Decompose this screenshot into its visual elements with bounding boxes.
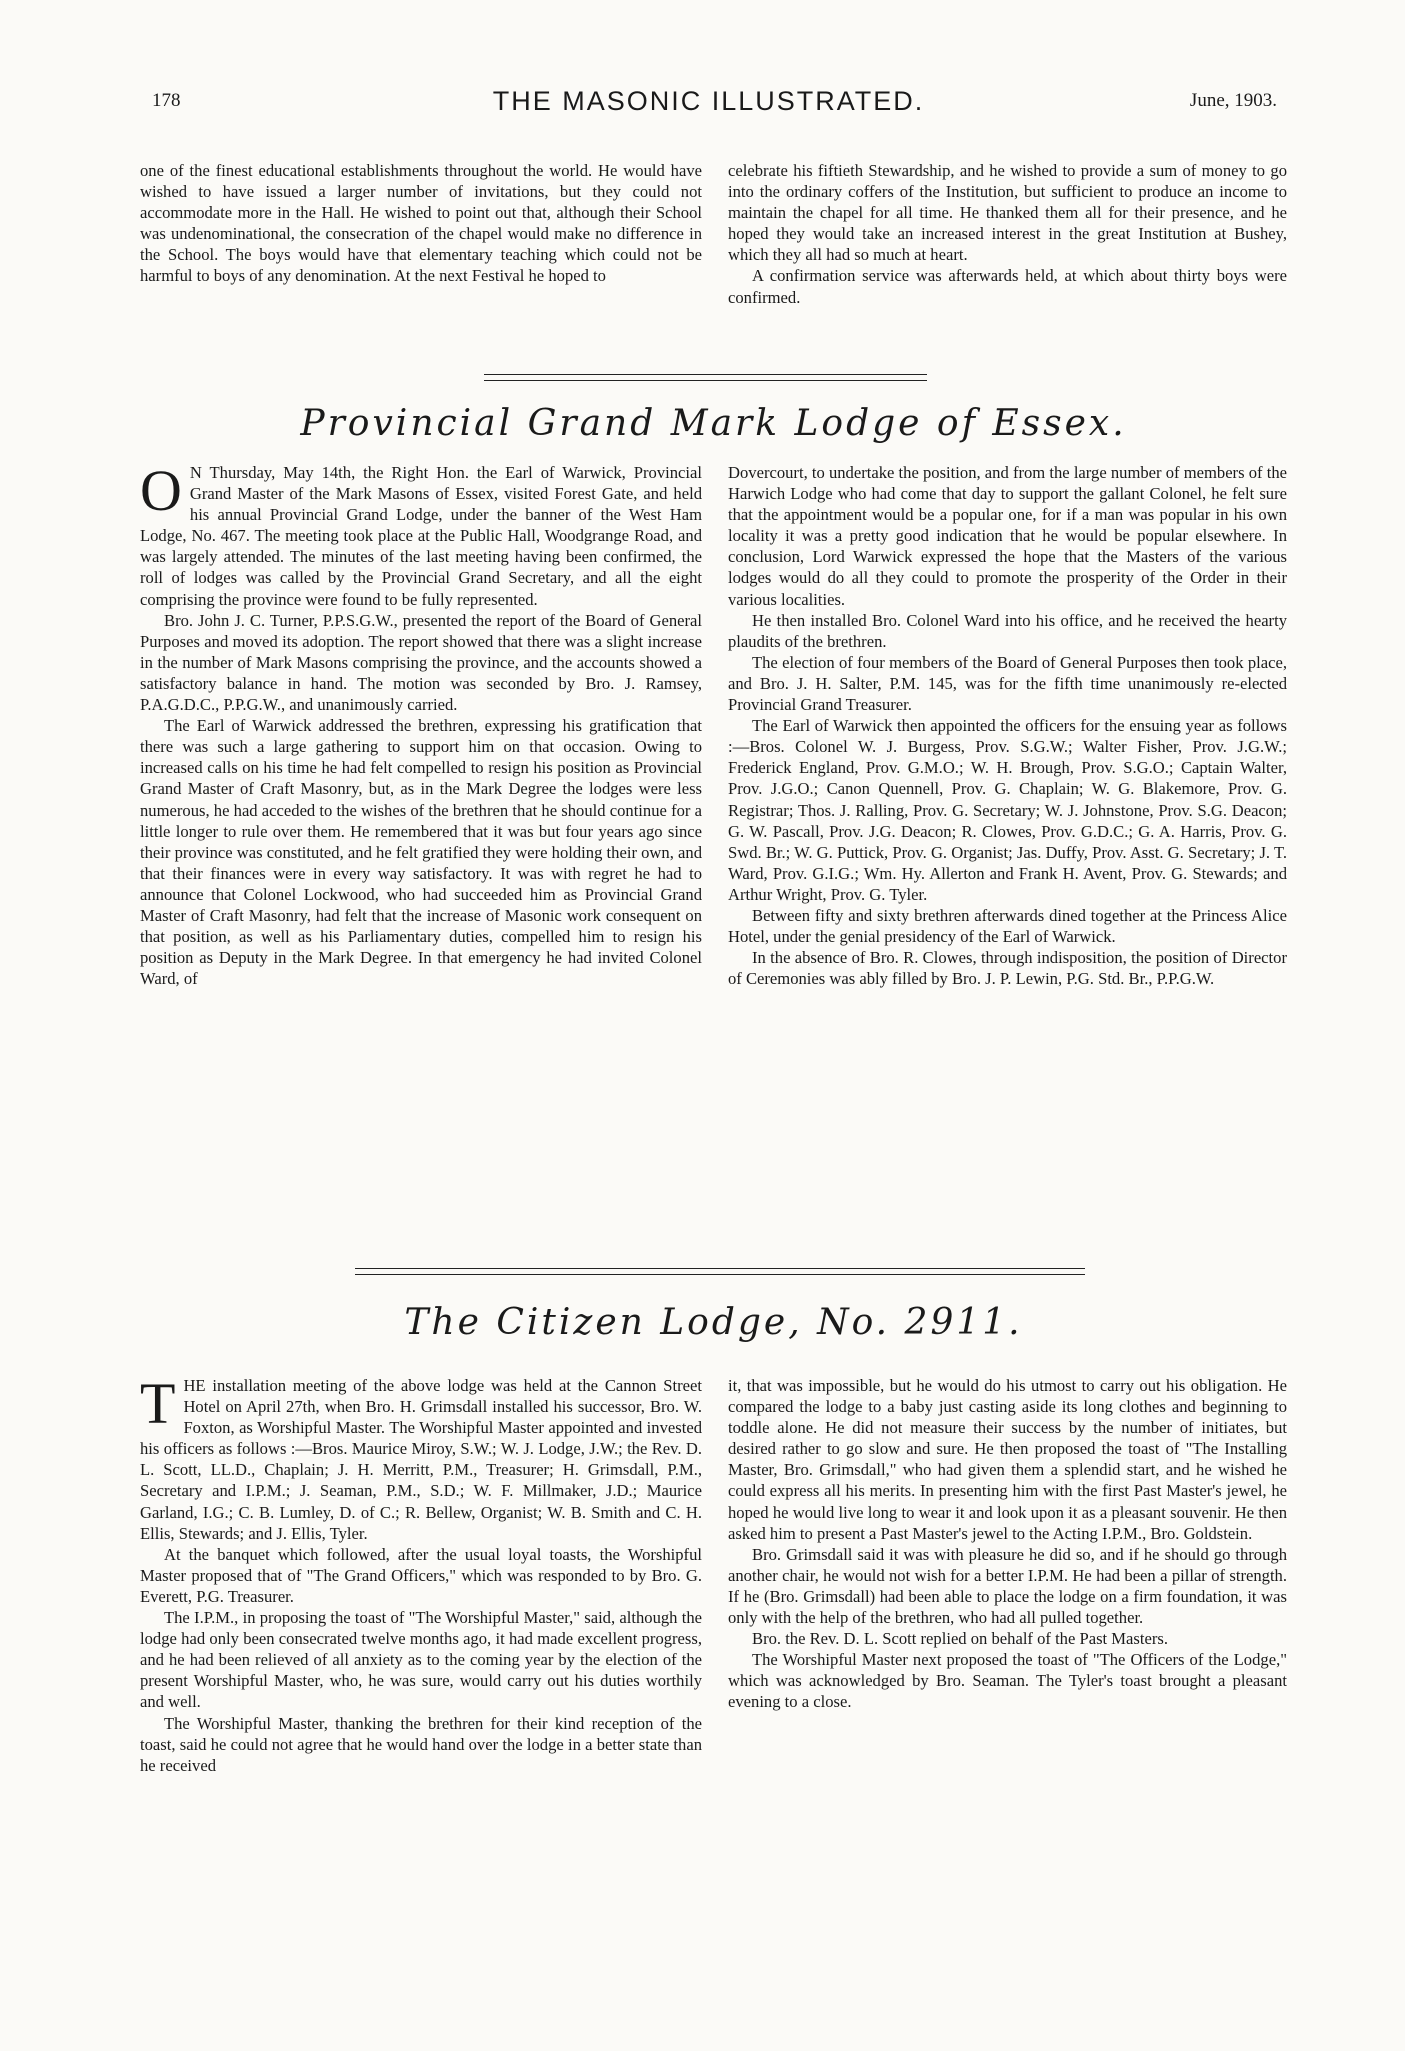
first-paragraph [140, 458, 702, 610]
essex-right-column [728, 462, 1287, 989]
paragraph-text: HE installation meeting of the above lodge was held at the Cannon Street Hotel on April 27th, when Bro. H. Grimsdall installed his successor, Bro. W. Foxton, as Worshipful Master. The Worshipful Master appointed and invested his officers as follows :—Bros. Maurice Miroy, S.W.; W. J. Lodge, J.W.; the Rev. D. L. Scott, LL.D., Chaplain; J. H. Merritt, P.M., Treasurer; H. Grimsdall, P.M., Secretary and I.P.M.; J. Seaman, P.M., S.D.; W. F. Millmaker, J.D.; Maurice Garland, I.G.; C. B. Lumley, D. of C.; R. Bellew, Organist; W. B. Smith and C. H. Ellis, Stewards; and J. Ellis, Tyler. [140, 1376, 702, 1543]
issue-date: June, 1903. [1189, 90, 1277, 111]
paragraph: In the absence of Bro. R. Clowes, through indisposition, the position of Director of Ceremonies was ably filled by Bro. J. P. Lewin, P.G. Std. Br., P.P.G.W. [728, 948, 1287, 989]
paragraph: it, that was impossible, but he would do his utmost to carry out his obligation. He compared the lodge to a baby just casting aside its long clothes and beginning to toddle alone. He did not measure their success by the number of initiates, but desired rather to go slow and sure. He then proposed the toast of "The Installing Master, Bro. Grimsdall," who had given them a splendid start, and he wished he could express all his merits. In presenting him with the first Past Master's jewel, he hoped he would live long to wear it and look upon it as a pleasant souvenir. He then asked him to present a Past Master's jewel to the Acting I.P.M., Bro. Goldstein. [728, 1376, 1287, 1543]
paragraph: The I.P.M., in proposing the toast of "The Worshipful Master," said, although the lodge had only been consecrated twelve months ago, it had made excellent progress, and he had been relieved of all anxiety as to the coming year by the election of the present Worshipful Master, who, he was sure, would carry out his duties worthily and well. [140, 1608, 702, 1712]
section-divider [355, 1268, 1085, 1275]
article-title-citizen-lodge: The Citizen Lodge, No. 2911. [404, 1302, 1023, 1343]
paragraph: The Worshipful Master next proposed the toast of "The Officers of the Lodge," which was acknowledged by Bro. Seaman. The Tyler's toast brought a pleasant evening to a close. [728, 1650, 1287, 1712]
page-number: 178 [152, 90, 181, 111]
page-header [140, 88, 1277, 122]
paragraph: The Earl of Warwick then appointed the officers for the ensuing year as follows :—Bros. Colonel W. J. Burgess, Prov. S.G.W.; Walter Fisher, Prov. J.G.W.; Frederick England, Prov. G.M.O.; W. H. Brough, Prov. S.G.O.; Captain Walter, Prov. J.G.O.; Canon Quennell, Prov. G. Chaplain; W. G. Blakemore, Prov. G. Registrar; Thos. J. Ralling, Prov. G. Secretary; W. J. Johnstone, Prov. S.G. Deacon; G. W. Pascall, Prov. J.G. Deacon; R. Clowes, Prov. G.D.C.; G. A. Harris, Prov. G. Swd. Br.; W. G. Puttick, Prov. G. Organist; Jas. Duffy, Prov. Asst. G. Secretary; J. T. Ward, Prov. G.I.G.; Wm. Hy. Allerton and Frank H. Avent, Prov. G. Stewards; and Arthur Wright, Prov. G. Tyler. [728, 716, 1287, 904]
continued-article-right-column [728, 160, 1287, 308]
paragraph: A confirmation service was afterwards held, at which about thirty boys were confirmed. [728, 266, 1287, 307]
first-paragraph [140, 1371, 702, 1544]
paragraph: At the banquet which followed, after the usual loyal toasts, the Worshipful Master proposed that of "The Grand Officers," which was responded to by Bro. G. Everett, P.G. Treasurer. [140, 1544, 702, 1606]
article-title-essex: Provincial Grand Mark Lodge of Essex. [300, 403, 1127, 444]
continued-article-left-column [140, 160, 702, 287]
section-divider [484, 374, 927, 381]
paragraph: Between fifty and sixty brethren afterwards dined together at the Princess Alice Hotel, under the genial presidency of the Earl of Warwick. [728, 905, 1287, 947]
drop-cap: T [140, 1371, 176, 1436]
paragraph: He then installed Bro. Colonel Ward into his office, and he received the hearty plaudits of the brethren. [728, 610, 1287, 651]
paragraph: celebrate his fiftieth Stewardship, and he wished to provide a sum of money to go into the ordinary coffers of the Institution, but sufficient to produce an income to maintain the chapel for all time. He thanked them all for their presence, and he hoped they would take an increased interest in the great Institution at Bushey, which they all had so much at heart. [728, 161, 1287, 265]
essex-left-column [140, 458, 702, 989]
paragraph: Bro. Grimsdall said it was with pleasure he did so, and if he should go through another chair, he would not wish for a better I.P.M. He had been a pillar of strength. If he (Bro. Grimsdall) had been able to place the lodge on a firm foundation, it was only with the help of the brethren, who had all pulled together. [728, 1544, 1287, 1628]
paragraph: one of the finest educational establishments throughout the world. He would have wished to have issued a larger number of invitations, but they could not accommodate more in the Hall. He wished to point out that, although their School was undenominational, the consecration of the chapel would make no difference in the School. The boys would have that elementary teaching which could not be harmful to boys of any denomination. At the next Festival he hoped to [140, 161, 702, 286]
paragraph: Dovercourt, to undertake the position, and from the large number of members of the Harwich Lodge who had come that day to support the gallant Colonel, he felt sure that the appointment would be a popular one, for if a man was popular in his own locality it was a pretty good indication that he would be popular elsewhere. In conclusion, Lord Warwick expressed the hope that the Masters of the various lodges would do all they could to promote the prosperity of the Order in their various localities. [728, 463, 1287, 609]
publication-title: THE MASONIC ILLUSTRATED. [492, 86, 925, 116]
drop-cap: O [140, 458, 182, 523]
paragraph-text: N Thursday, May 14th, the Right Hon. the Earl of Warwick, Provincial Grand Master of the Mark Masons of Essex, visited Forest Gate, and held his annual Provincial Grand Lodge, under the banner of the West Ham Lodge, No. 467. The meeting took place at the Public Hall, Woodgrange Road, and was largely attended. The minutes of the last meeting having been confirmed, the roll of lodges was called by the Provincial Grand Secretary, and all the eight comprising the province were found to be fully represented. [140, 463, 702, 609]
paragraph: Bro. John J. C. Turner, P.P.S.G.W., presented the report of the Board of General Purposes and moved its adoption. The report showed that there was a slight increase in the number of Mark Masons comprising the province, and the accounts showed a satisfactory balance in hand. The motion was seconded by Bro. J. Ramsey, P.A.G.D.C., P.P.G.W., and unanimously carried. [140, 610, 702, 715]
paragraph: Bro. the Rev. D. L. Scott replied on behalf of the Past Masters. [752, 1629, 1168, 1649]
citizen-right-column [728, 1375, 1287, 1713]
paragraph: The Earl of Warwick addressed the brethren, expressing his gratification that there was such a large gathering to support him on that occasion. Owing to increased calls on his time he had felt compelled to resign his position as Provincial Grand Master of Craft Masonry, but, as in the Mark Degree the lodges were less numerous, he had acceded to the wishes of the brethren that he should continue for a little longer to rule over them. He remembered that it was but four years ago since their province was constituted, and he felt gratified they were holding their own, and that their finances were in every way satisfactory. It was with regret he had to announce that Colonel Lockwood, who had succeeded him as Provincial Grand Master of Craft Masonry, had felt that the increase of Masonic work consequent on that position, as well as his Parliamentary duties, compelled him to resign his position as Deputy in the Mark Degree. In that emergency he had invited Colonel Ward, of [140, 716, 702, 989]
paragraph: The Worshipful Master, thanking the brethren for their kind reception of the toast, said he could not agree that he would hand over the lodge in a better state than he received [140, 1713, 702, 1775]
citizen-left-column [140, 1371, 702, 1776]
paragraph: The election of four members of the Board of General Purposes then took place, and Bro. J. H. Salter, P.M. 145, was for the fifth time unanimously re-elected Provincial Grand Treasurer. [728, 652, 1287, 715]
